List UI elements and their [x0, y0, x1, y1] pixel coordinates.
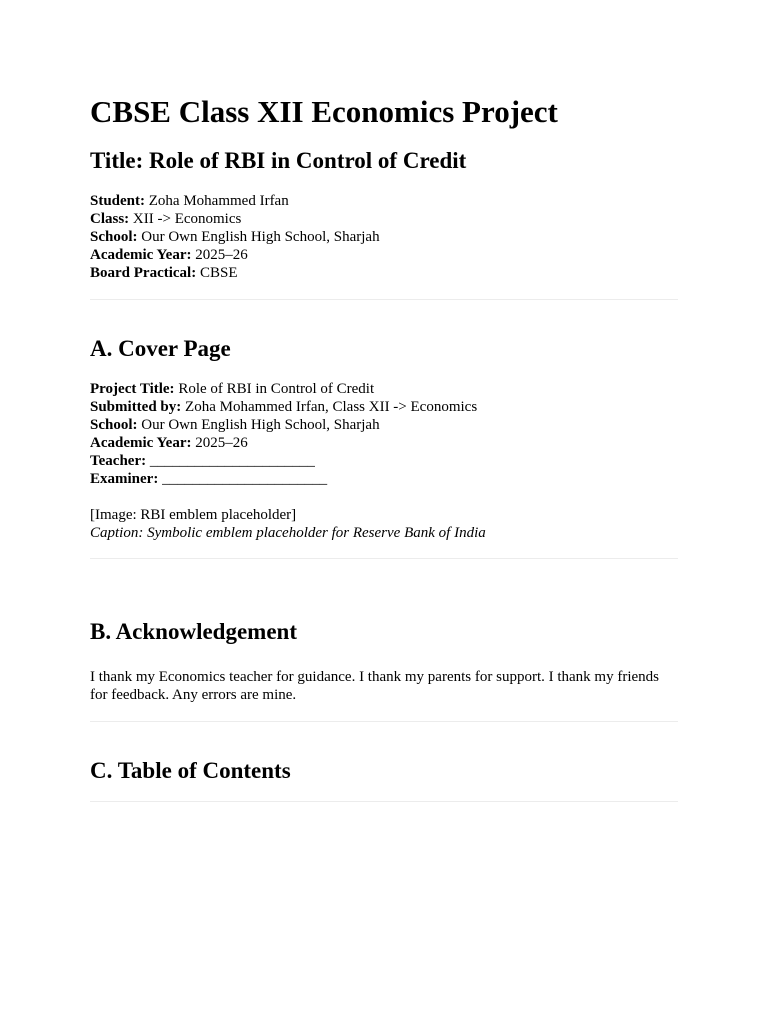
divider — [90, 299, 678, 300]
class-value: XII -> Economics — [132, 211, 242, 227]
examiner-label: Examiner: — [90, 471, 159, 487]
emblem-caption: Caption: Symbolic emblem placeholder for Reserve Bank of India — [90, 525, 486, 541]
cover-details — [90, 380, 678, 488]
toc-heading: C. Table of Contents — [90, 758, 291, 783]
cover-year-line — [90, 434, 678, 452]
student-label: Student: — [90, 193, 146, 209]
board-value: CBSE — [199, 265, 238, 281]
acknowledgement-text: I thank my Economics teacher for guidance. I thank my parents for support. I thank my friends for feedback. Any errors are mine. — [90, 669, 659, 703]
school-label: School: — [90, 229, 138, 245]
submitted-label: Submitted by: — [90, 399, 182, 415]
cover-school-label: School: — [90, 417, 138, 433]
submitted-value: Zoha Mohammed Irfan, Class XII -> Economics — [185, 399, 478, 415]
cover-school-value: Our Own English High School, Sharjah — [141, 417, 380, 433]
school-value: Our Own English High School, Sharjah — [141, 229, 380, 245]
main-title: CBSE Class XII Economics Project — [90, 94, 558, 129]
board-label: Board Practical: — [90, 265, 197, 281]
year-line — [90, 246, 678, 264]
divider — [90, 721, 678, 722]
emblem-image-placeholder: [Image: RBI emblem placeholder] — [90, 507, 297, 523]
class-line — [90, 210, 678, 228]
cover-project-title-value: Role of RBI in Control of Credit — [178, 381, 375, 397]
cover-project-title-line — [90, 380, 678, 398]
cover-heading: A. Cover Page — [90, 336, 231, 361]
emblem-block — [90, 506, 678, 542]
teacher-line — [90, 452, 678, 470]
student-value: Zoha Mohammed Irfan — [148, 193, 289, 209]
school-line — [90, 228, 678, 246]
class-label: Class: — [90, 211, 130, 227]
project-title: Title: Role of RBI in Control of Credit — [90, 148, 467, 173]
teacher-signature-blank: ______________________ — [149, 453, 315, 469]
year-label: Academic Year: — [90, 247, 192, 263]
cover-school-line — [90, 416, 678, 434]
teacher-label: Teacher: — [90, 453, 147, 469]
cover-year-value: 2025–26 — [195, 435, 248, 451]
divider — [90, 558, 678, 559]
divider — [90, 801, 678, 802]
submitted-line — [90, 398, 678, 416]
examiner-signature-blank: ______________________ — [162, 471, 328, 487]
cover-project-title-label: Project Title: — [90, 381, 175, 397]
cover-year-label: Academic Year: — [90, 435, 192, 451]
student-info — [90, 192, 678, 282]
year-value: 2025–26 — [195, 247, 248, 263]
board-line — [90, 264, 678, 282]
student-line — [90, 192, 678, 210]
examiner-line — [90, 470, 678, 488]
acknowledgement-heading: B. Acknowledgement — [90, 619, 297, 644]
